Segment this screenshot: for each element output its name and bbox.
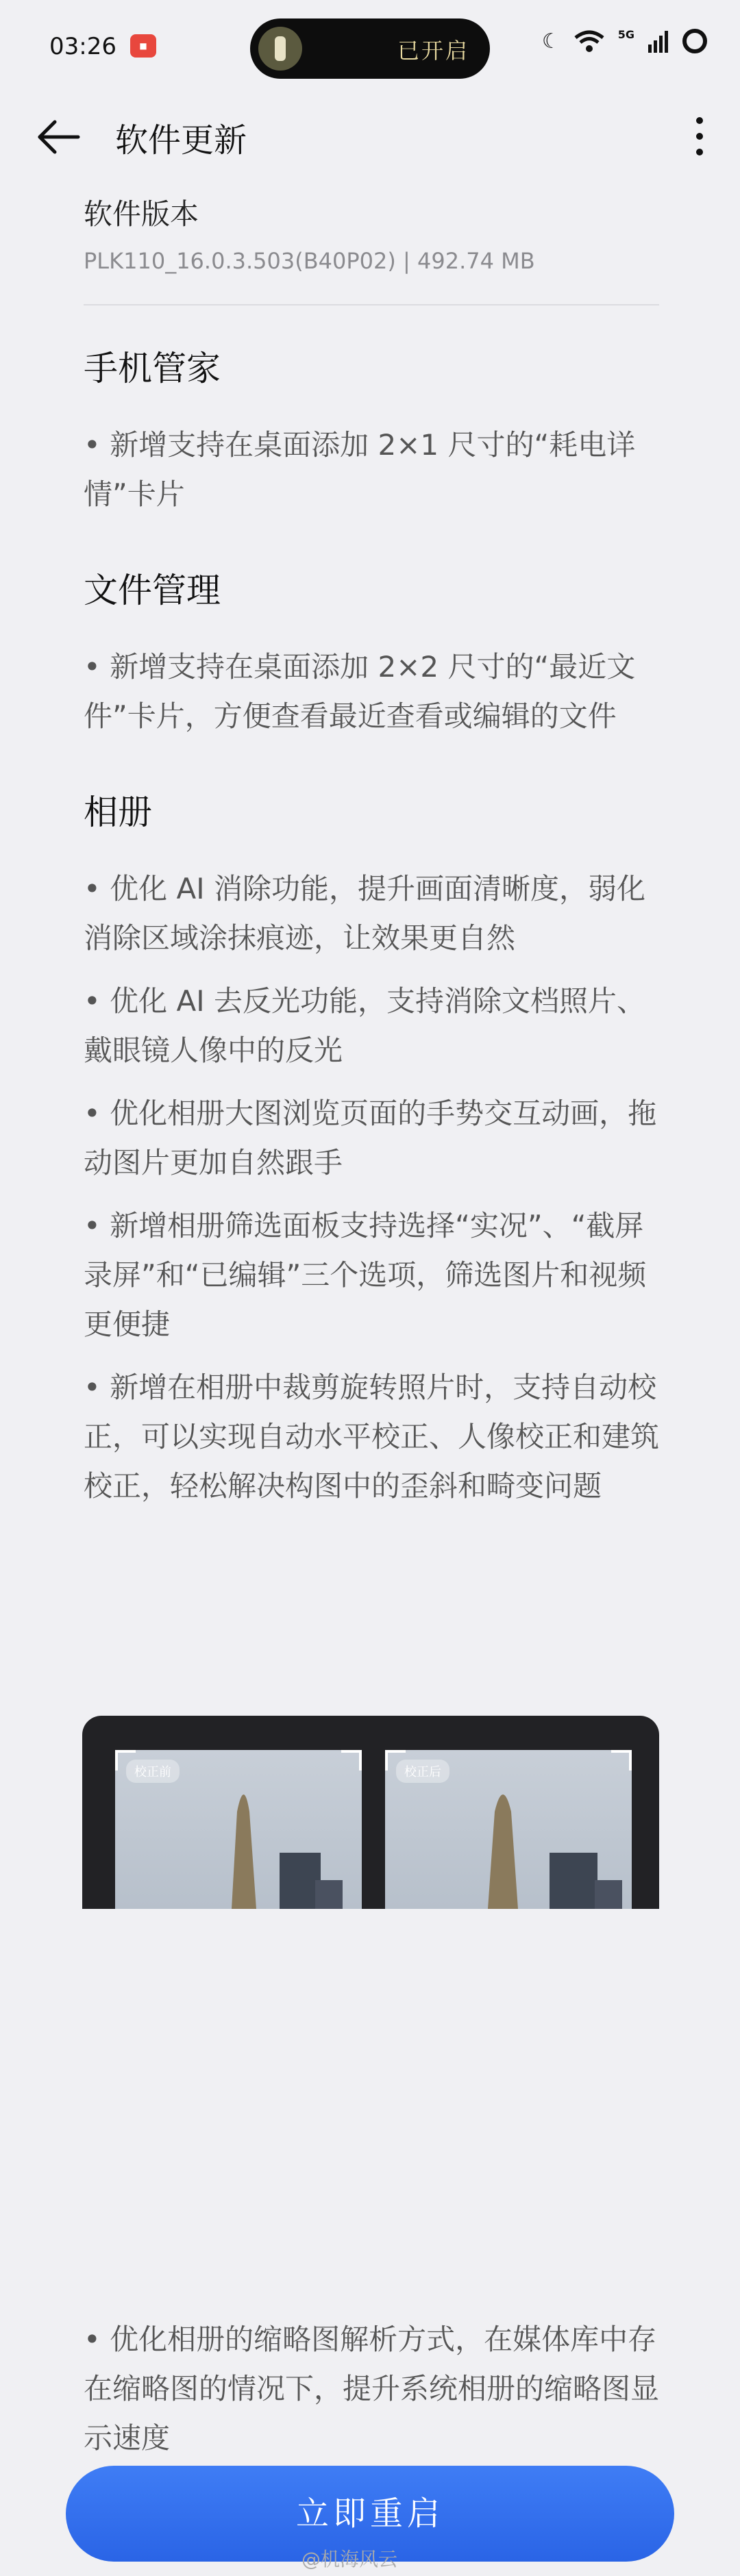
section-title: 文件管理 [84,571,221,610]
restart-now-button[interactable]: 立即重启 [66,2466,674,2562]
after-photo [385,1750,632,1909]
flashlight-icon [258,27,302,71]
section-title: 相册 [84,792,152,832]
section-phone-manager [84,341,659,519]
section-album [84,785,659,1511]
correction-preview-image [82,1716,659,1909]
list-item: • 新增在相册中裁剪旋转照片时，支持自动校正，可以实现自动水平校正、人像校正和建筑校正，轻松解决构图中的歪斜和畸变问题 [84,1371,660,1503]
watermark: @机海风云 [301,2548,398,2571]
section-file-manager [84,563,659,741]
page-title: 软件更新 [115,121,247,160]
status-time: 03:26 [49,33,116,60]
before-photo [115,1750,362,1909]
dynamic-island[interactable] [250,18,490,79]
island-status-text: 已开启 [397,38,469,64]
list-item: • 新增相册筛选面板支持选择“实况”、“截屏录屏”和“已编辑”三个选项，筛选图片和视频更便捷 [84,1209,647,1341]
back-arrow-icon[interactable] [34,116,82,158]
divider [84,304,659,305]
list-item: • 优化相册的缩略图解析方式，在媒体库中存在缩略图的情况下，提升系统相册的缩略图显示速度 [84,2323,660,2455]
list-item: • 新增支持在桌面添加 2×1 尺寸的“耗电详情”卡片 [84,428,636,511]
list-item: • 新增支持在桌面添加 2×2 尺寸的“最近文件”卡片，方便查看最近查看或编辑的文件 [84,650,636,733]
photo-tag: 校正前 [126,1760,180,1783]
system-icons [542,29,707,53]
list-item: • 优化相册大图浏览页面的手势交互动画，拖动图片更加自然跟手 [84,1097,657,1179]
network-type-label: 5G [617,27,634,41]
list-item: • 优化 AI 去反光功能，支持消除文档照片、戴眼镜人像中的反光 [84,984,645,1067]
notification-app-icon: ■ [130,34,156,58]
app-header [0,103,740,171]
more-options-icon[interactable] [689,112,710,160]
battery-ring-icon [682,29,707,53]
software-version-label: 软件版本 [84,197,199,231]
wifi-icon [574,29,604,53]
moon-icon: ☾ [541,29,560,53]
section-title: 手机管家 [84,349,221,388]
album-thumbnail-note [84,2315,659,2477]
software-version-value: PLK110_16.0.3.503(B40P02) | 492.74 MB [84,248,535,274]
photo-tag: 校正后 [396,1760,449,1783]
signal-icon [648,29,669,53]
status-bar [0,0,740,103]
list-item: • 优化 AI 消除功能，提升画面清晰度，弱化消除区域涂抹痕迹，让效果更自然 [84,872,645,955]
update-notes [84,192,659,1525]
